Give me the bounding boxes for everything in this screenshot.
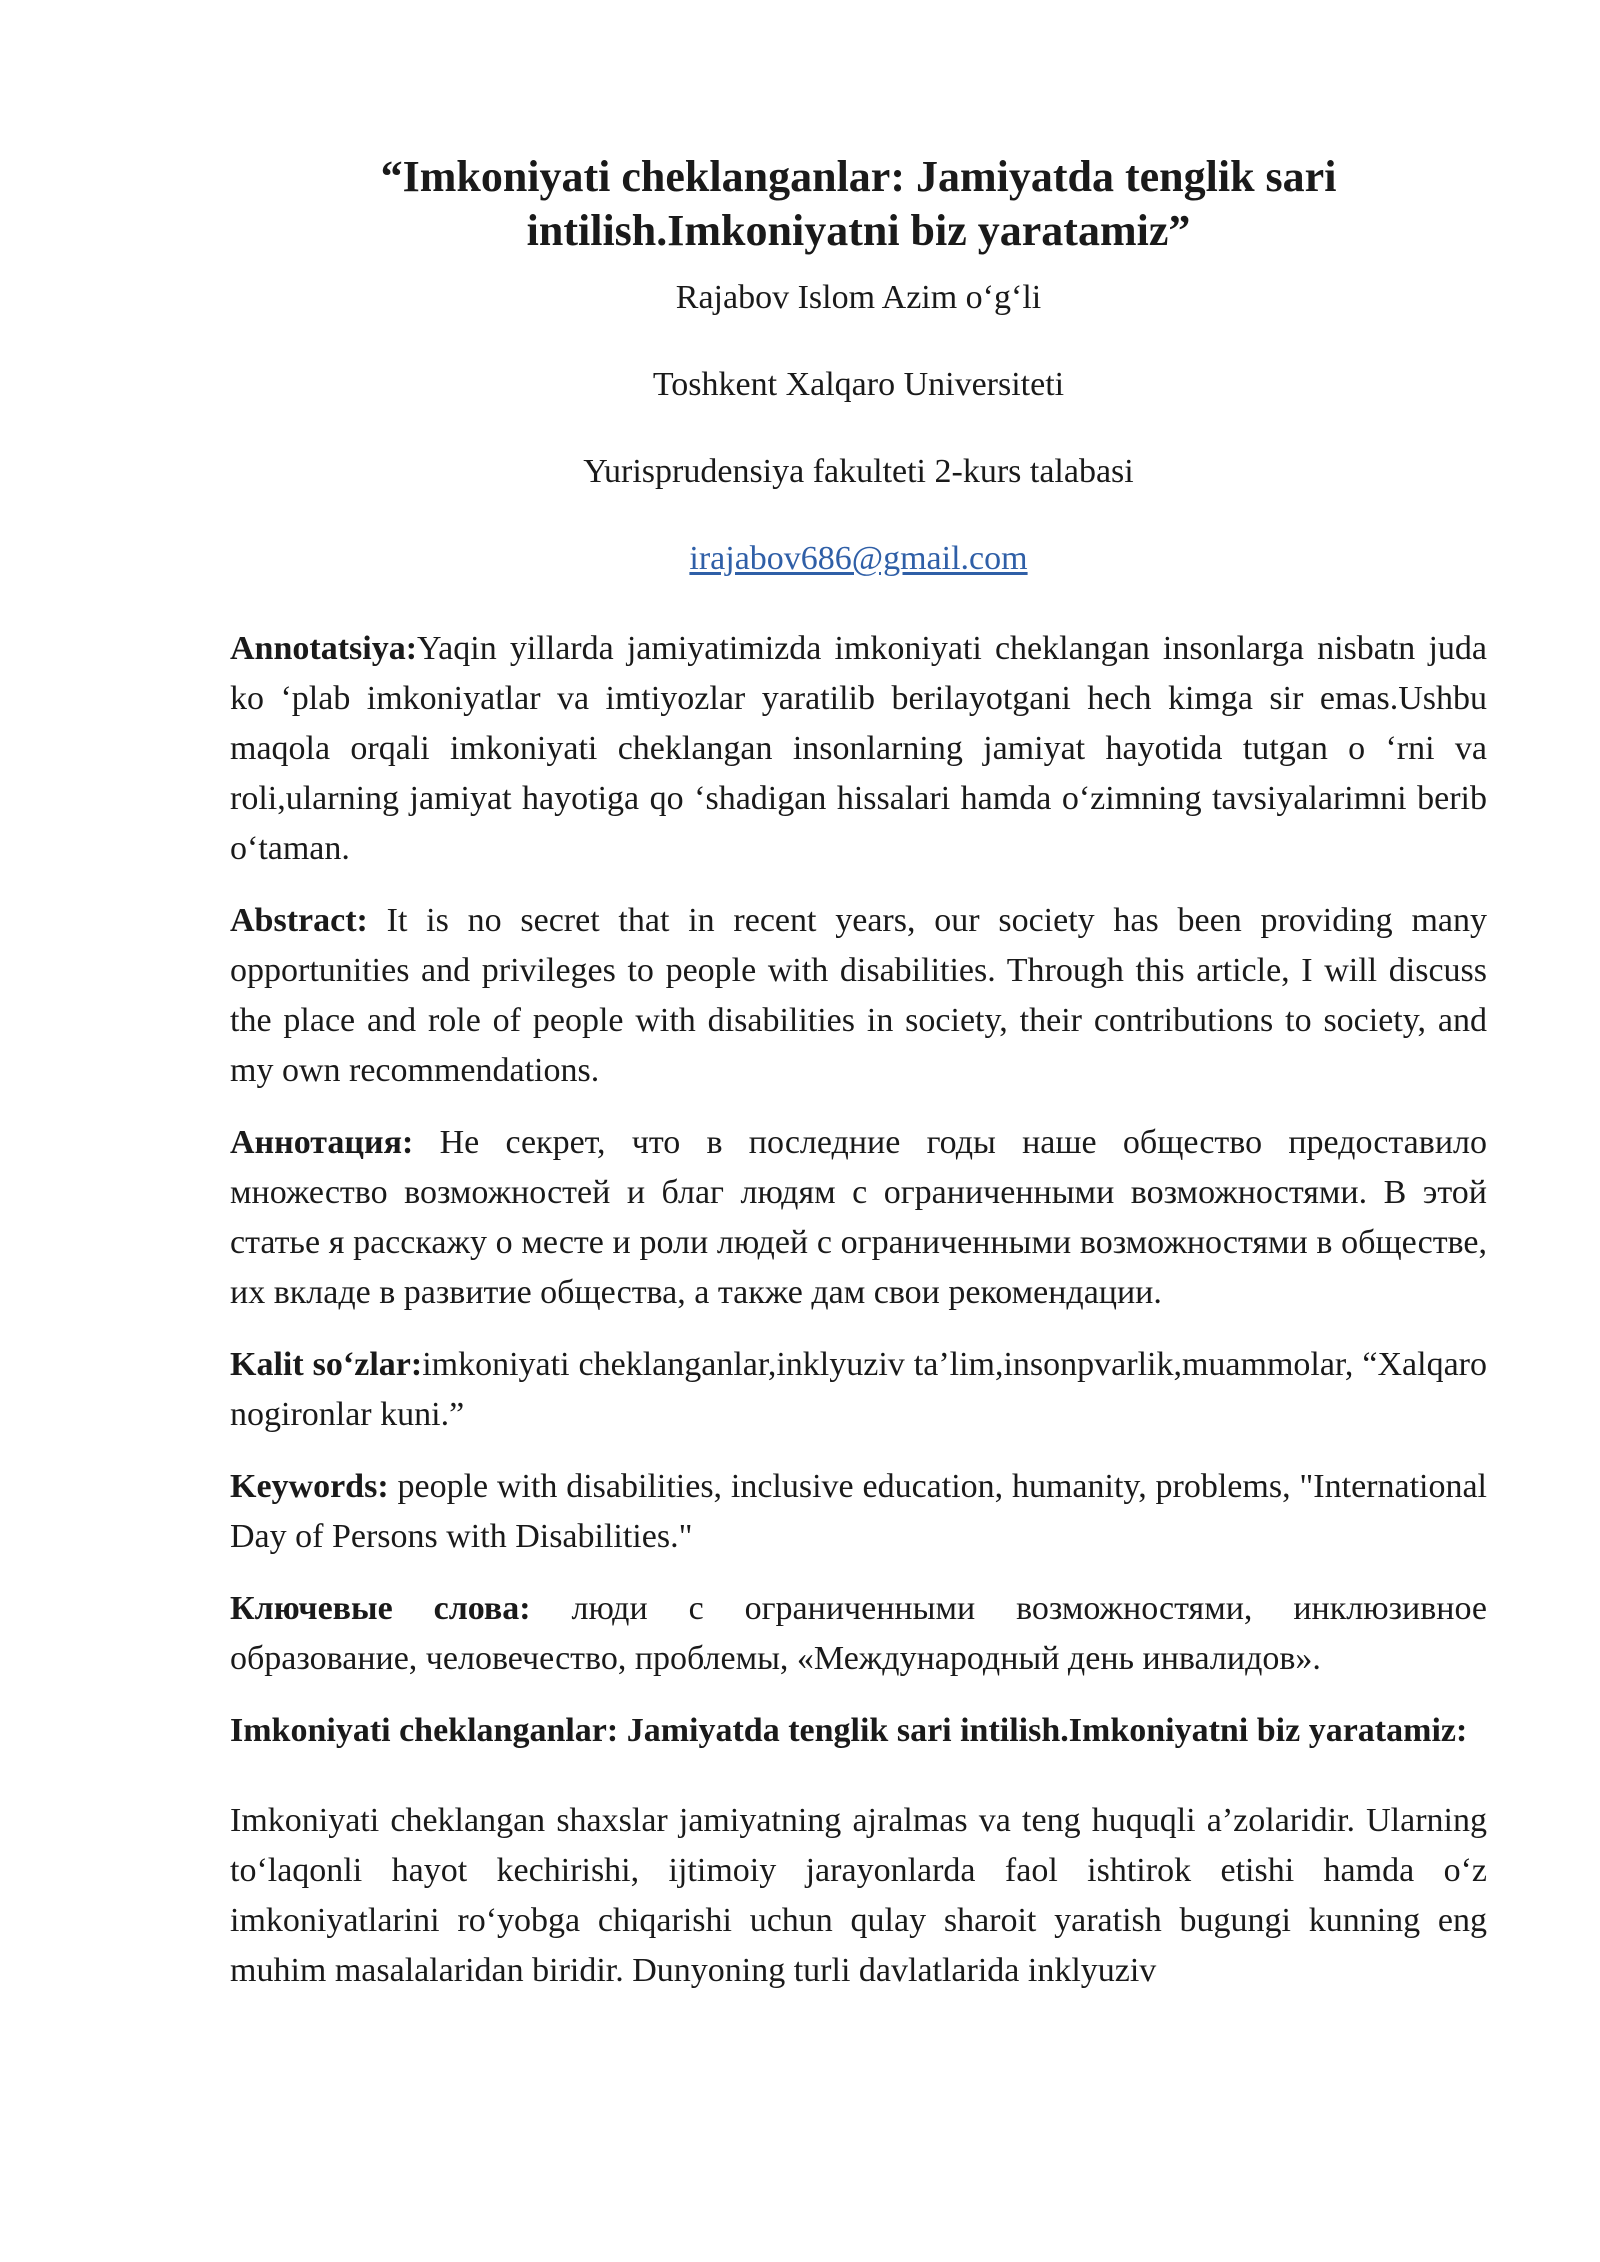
email-link[interactable]: irajabov686@gmail.com bbox=[689, 540, 1028, 577]
annotation-ru-text: Не секрет, что в последние годы наше общество предоставило множество возможностей и благ людям с ограниченными возможностями. В этой статье я расскажу о месте и роли людей с ограниченными возможностями в обществе, их вкладе в развитие общества, а также дам свои рекомендации. bbox=[230, 1124, 1487, 1311]
paper-title: “Imkoniyati cheklanganlar: Jamiyatda tenglik sari intilish.Imkoniyatni biz yaratamiz” bbox=[380, 152, 1337, 255]
keywords-en-label: Keywords: bbox=[230, 1468, 389, 1505]
keywords-uz-label: Kalit so‘zlar: bbox=[230, 1346, 423, 1383]
annotation-uz-label: Annotatsiya: bbox=[230, 630, 418, 667]
abstract-en-label: Abstract: bbox=[230, 902, 368, 939]
annotation-ru bbox=[230, 1118, 1487, 1318]
section-heading: Imkoniyati cheklanganlar: Jamiyatda tenglik sari intilish.Imkoniyatni biz yaratamiz: bbox=[230, 1712, 1468, 1749]
abstract-en-text: It is no secret that in recent years, our society has been providing many opportunities and privileges to people with disabilities. Through this article, I will discuss the place and role of people with disabilities in society, their contributions to society, and my own recommendations. bbox=[230, 902, 1487, 1089]
email-line bbox=[230, 537, 1487, 581]
annotation-ru-label: Аннотация: bbox=[230, 1124, 414, 1161]
annotation-uz-text: Yaqin yillarda jamiyatimizda imkoniyati cheklangan insonlarga nisbatn juda ko ‘plab imkoniyatlar va imtiyozlar yaratilib berilayotgani hech kimga sir emas.Ushbu maqola orqali imkoniyati cheklangan insonlarning jamiyat hayotida tutgan o ‘rni va roli,ularning jamiyat hayotiga qo ‘shadigan hissalari hamda o‘zimning tavsiyalarimni berib o‘taman. bbox=[230, 630, 1487, 867]
keywords-en bbox=[230, 1462, 1487, 1562]
university-name: Toshkent Xalqaro Universiteti bbox=[652, 366, 1065, 403]
annotation-uz bbox=[230, 624, 1487, 874]
abstract-en bbox=[230, 896, 1487, 1096]
document-page bbox=[230, 150, 1487, 1996]
author-name: Rajabov Islom Azim o‘g‘li bbox=[675, 279, 1042, 316]
faculty-line: Yurisprudensiya fakulteti 2-kurs talabasi bbox=[583, 453, 1134, 490]
keywords-en-text: people with disabilities, inclusive education, humanity, problems, "International Day of Persons with Disabilities." bbox=[230, 1468, 1487, 1555]
keywords-uz bbox=[230, 1340, 1487, 1440]
keywords-uz-text: imkoniyati cheklanganlar,inklyuziv ta’lim,insonpvarlik,muammolar, “Xalqaro nogironlar kuni.” bbox=[230, 1346, 1487, 1433]
keywords-ru-label: Ключевые слова: bbox=[230, 1590, 531, 1627]
body-paragraph: Imkoniyati cheklangan shaxslar jamiyatning ajralmas va teng huquqli a’zolaridir. Ularning to‘laqonli hayot kechirishi, ijtimoiy jarayonlarda faol ishtirok etishi hamda o‘z imkoniyatlarini ro‘yobga chiqarishi uchun qulay sharoit yaratish bugungi kunning eng muhim masalalaridan biridir. Dunyoning turli davlatlarida inklyuziv bbox=[230, 1802, 1487, 1989]
keywords-ru-text: люди с ограниченными возможностями, инклюзивное образование, человечество, проблемы, «Международный день инвалидов». bbox=[230, 1590, 1487, 1677]
keywords-ru bbox=[230, 1584, 1487, 1684]
